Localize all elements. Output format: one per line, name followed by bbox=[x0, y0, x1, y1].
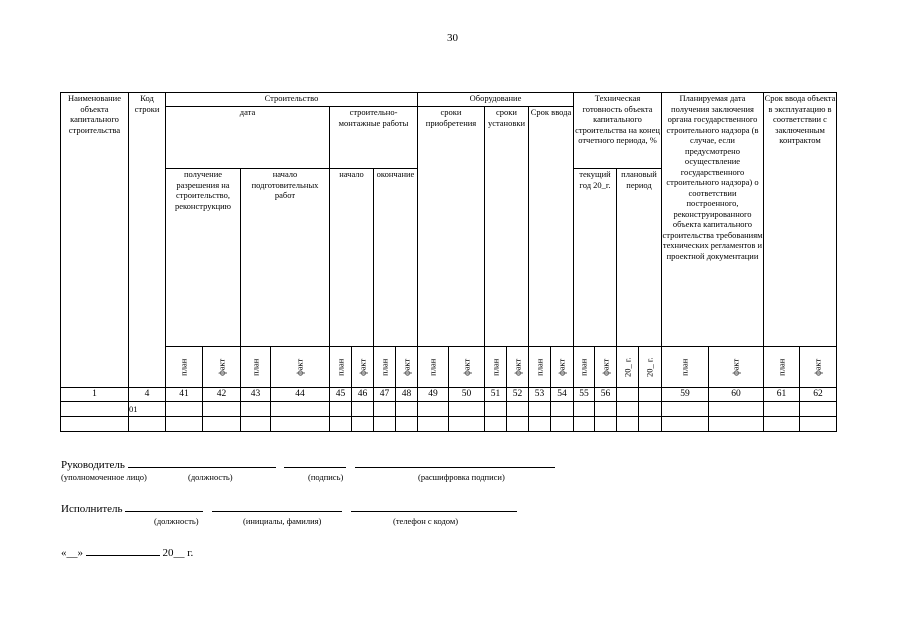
report-table bbox=[60, 92, 837, 432]
subheader-plan: план bbox=[374, 347, 396, 388]
subheader-fact: факт bbox=[449, 347, 485, 388]
subheader-plan: план bbox=[529, 347, 551, 388]
executor-label: Исполнитель bbox=[61, 503, 123, 515]
column-number: 62 bbox=[800, 388, 837, 402]
caption-executor-position: (должность) bbox=[154, 516, 199, 526]
header-planned-period: плановый период bbox=[617, 169, 662, 347]
table-cell[interactable] bbox=[241, 402, 271, 417]
date-year-prefix: 20 bbox=[162, 547, 174, 559]
subheader-plan: план bbox=[764, 347, 800, 388]
subheader-fact: факт bbox=[352, 347, 374, 388]
table-cell[interactable] bbox=[396, 402, 418, 417]
header-permit: получение разрешения на строительство, реконструкцию bbox=[166, 169, 241, 347]
table-row bbox=[61, 402, 837, 417]
table-cell[interactable] bbox=[595, 417, 617, 432]
column-number: 56 bbox=[595, 388, 617, 402]
table-cell[interactable] bbox=[271, 402, 330, 417]
date-close-quote: » bbox=[77, 547, 83, 559]
date-year-suffix: г. bbox=[187, 547, 194, 559]
column-number: 55 bbox=[574, 388, 595, 402]
subheader-fact: факт bbox=[507, 347, 529, 388]
table-cell[interactable] bbox=[449, 417, 485, 432]
column-numbers-row bbox=[61, 388, 837, 402]
column-number: 60 bbox=[709, 388, 764, 402]
subheader-fact: факт bbox=[709, 347, 764, 388]
header-conclusion-date: Планируемая дата получения заключения органа государственного строительного надзора (в случае, если предусмотрено осуществление государственного строительного надзора) о соответствии построенного, реконструированного объекта капитального строительства требованиям технических регламентов и проектной документации bbox=[662, 93, 764, 347]
head-signature-line bbox=[61, 456, 555, 471]
caption-position: (должность) bbox=[188, 472, 233, 482]
table-cell[interactable] bbox=[639, 417, 662, 432]
table-cell[interactable] bbox=[330, 417, 352, 432]
table-cell[interactable] bbox=[352, 417, 374, 432]
table-cell[interactable] bbox=[800, 417, 837, 432]
column-number: 48 bbox=[396, 388, 418, 402]
header-readiness: Техническая готовность объекта капитального строительства на конец отчетного периода, % bbox=[574, 93, 662, 169]
column-number: 43 bbox=[241, 388, 271, 402]
date-month-field[interactable] bbox=[86, 545, 160, 556]
column-number: 42 bbox=[203, 388, 241, 402]
table-cell[interactable] bbox=[485, 417, 507, 432]
table-cell[interactable] bbox=[330, 402, 352, 417]
table-cell[interactable] bbox=[203, 417, 241, 432]
table-cell[interactable] bbox=[418, 402, 449, 417]
table-cell[interactable] bbox=[374, 417, 396, 432]
table-cell[interactable] bbox=[662, 402, 709, 417]
subheader-plan: план bbox=[574, 347, 595, 388]
table-cell[interactable] bbox=[709, 402, 764, 417]
column-number: 46 bbox=[352, 388, 374, 402]
header-row-code: Код строки bbox=[129, 93, 166, 388]
column-number: 50 bbox=[449, 388, 485, 402]
head-decoding-field[interactable] bbox=[355, 456, 555, 468]
header-equipment: Оборудование bbox=[418, 93, 574, 107]
table-cell[interactable] bbox=[129, 417, 166, 432]
table-cell[interactable] bbox=[574, 417, 595, 432]
header-exploitation-term: Срок ввода объекта в эксплуатацию в соответствии с заключенным контрактом bbox=[764, 93, 837, 347]
subheader-fact: факт bbox=[396, 347, 418, 388]
table-cell[interactable] bbox=[617, 417, 639, 432]
column-number bbox=[617, 388, 639, 402]
table-cell[interactable] bbox=[617, 402, 639, 417]
date-year-blank[interactable]: __ bbox=[173, 547, 185, 559]
caption-signature-decoding: (расшифровка подписи) bbox=[418, 472, 505, 482]
column-number: 51 bbox=[485, 388, 507, 402]
row-code-cell[interactable]: 01 bbox=[129, 402, 166, 417]
column-number: 44 bbox=[271, 388, 330, 402]
table-cell[interactable] bbox=[709, 417, 764, 432]
table-cell[interactable] bbox=[352, 402, 374, 417]
header-equipment-install: сроки установки bbox=[485, 107, 529, 347]
subheader-plan: план bbox=[330, 347, 352, 388]
table-cell[interactable] bbox=[507, 402, 529, 417]
column-number: 61 bbox=[764, 388, 800, 402]
header-object-name: Наименование объекта капитального строительства bbox=[61, 93, 129, 388]
caption-executor-phone: (телефон с кодом) bbox=[393, 516, 459, 526]
subheader-fact: факт bbox=[595, 347, 617, 388]
table-cell[interactable] bbox=[764, 402, 800, 417]
table-cell[interactable] bbox=[800, 402, 837, 417]
column-number: 52 bbox=[507, 388, 529, 402]
header-date: дата bbox=[166, 107, 330, 169]
table-cell[interactable] bbox=[418, 417, 449, 432]
date-open-quote: « bbox=[61, 547, 67, 559]
head-position-field[interactable] bbox=[128, 456, 276, 468]
table-cell[interactable] bbox=[449, 402, 485, 417]
table-row bbox=[61, 417, 837, 432]
column-number: 49 bbox=[418, 388, 449, 402]
column-number: 54 bbox=[551, 388, 574, 402]
subheader-plan: план bbox=[485, 347, 507, 388]
table-cell[interactable] bbox=[764, 417, 800, 432]
subheader-plan: план bbox=[662, 347, 709, 388]
column-number: 47 bbox=[374, 388, 396, 402]
header-smr: строительно-монтажные работы bbox=[330, 107, 418, 169]
subheader-fact: факт bbox=[800, 347, 837, 388]
table-cell[interactable] bbox=[271, 417, 330, 432]
table-cell[interactable] bbox=[551, 417, 574, 432]
subheader-fact: факт bbox=[203, 347, 241, 388]
table-cell[interactable] bbox=[396, 417, 418, 432]
date-day-blank[interactable]: __ bbox=[66, 547, 78, 559]
table-cell[interactable] bbox=[203, 402, 241, 417]
table-cell[interactable] bbox=[166, 417, 203, 432]
table-cell[interactable] bbox=[166, 402, 203, 417]
column-number: 4 bbox=[129, 388, 166, 402]
table-cell[interactable] bbox=[551, 402, 574, 417]
header-equipment-purchase: сроки приобретения bbox=[418, 107, 485, 347]
table-cell[interactable] bbox=[662, 417, 709, 432]
caption-executor-name: (инициалы, фамилия) bbox=[243, 516, 322, 526]
table-cell[interactable] bbox=[529, 417, 551, 432]
executor-name-field[interactable] bbox=[212, 500, 342, 512]
subheader-year: 20_ г. bbox=[617, 347, 639, 388]
table-cell[interactable] bbox=[241, 417, 271, 432]
header-smr-end: окончание bbox=[374, 169, 418, 347]
header-equipment-commission: Срок ввода bbox=[529, 107, 574, 347]
date-line bbox=[61, 545, 193, 559]
executor-phone-field[interactable] bbox=[351, 500, 517, 512]
table-cell[interactable] bbox=[639, 402, 662, 417]
header-smr-start: начало bbox=[330, 169, 374, 347]
caption-signature: (подпись) bbox=[308, 472, 344, 482]
table-cell[interactable] bbox=[61, 417, 129, 432]
executor-signature-line bbox=[61, 500, 517, 515]
head-label: Руководитель bbox=[61, 459, 125, 471]
header-construction: Строительство bbox=[166, 93, 418, 107]
column-number: 53 bbox=[529, 388, 551, 402]
column-number: 59 bbox=[662, 388, 709, 402]
table-cell[interactable] bbox=[574, 402, 595, 417]
column-number: 1 bbox=[61, 388, 129, 402]
caption-authorized-person: (уполномоченное лицо) bbox=[61, 472, 147, 482]
subheader-plan: план bbox=[418, 347, 449, 388]
column-number: 41 bbox=[166, 388, 203, 402]
table-cell[interactable] bbox=[61, 402, 129, 417]
subheader-fact: факт bbox=[271, 347, 330, 388]
table-cell[interactable] bbox=[485, 402, 507, 417]
table-cell[interactable] bbox=[374, 402, 396, 417]
table-cell[interactable] bbox=[507, 417, 529, 432]
header-current-year: текущий год 20_г. bbox=[574, 169, 617, 347]
subheader-plan: план bbox=[166, 347, 203, 388]
executor-position-field[interactable] bbox=[125, 500, 203, 512]
subheader-year: 20_ г. bbox=[639, 347, 662, 388]
header-preparatory: начало подготовительных работ bbox=[241, 169, 330, 347]
column-number bbox=[639, 388, 662, 402]
head-signature-field[interactable] bbox=[284, 456, 346, 468]
subheader-plan: план bbox=[241, 347, 271, 388]
table-cell[interactable] bbox=[595, 402, 617, 417]
table-cell[interactable] bbox=[529, 402, 551, 417]
page-number: 30 bbox=[447, 32, 458, 44]
column-number: 45 bbox=[330, 388, 352, 402]
subheader-fact: факт bbox=[551, 347, 574, 388]
